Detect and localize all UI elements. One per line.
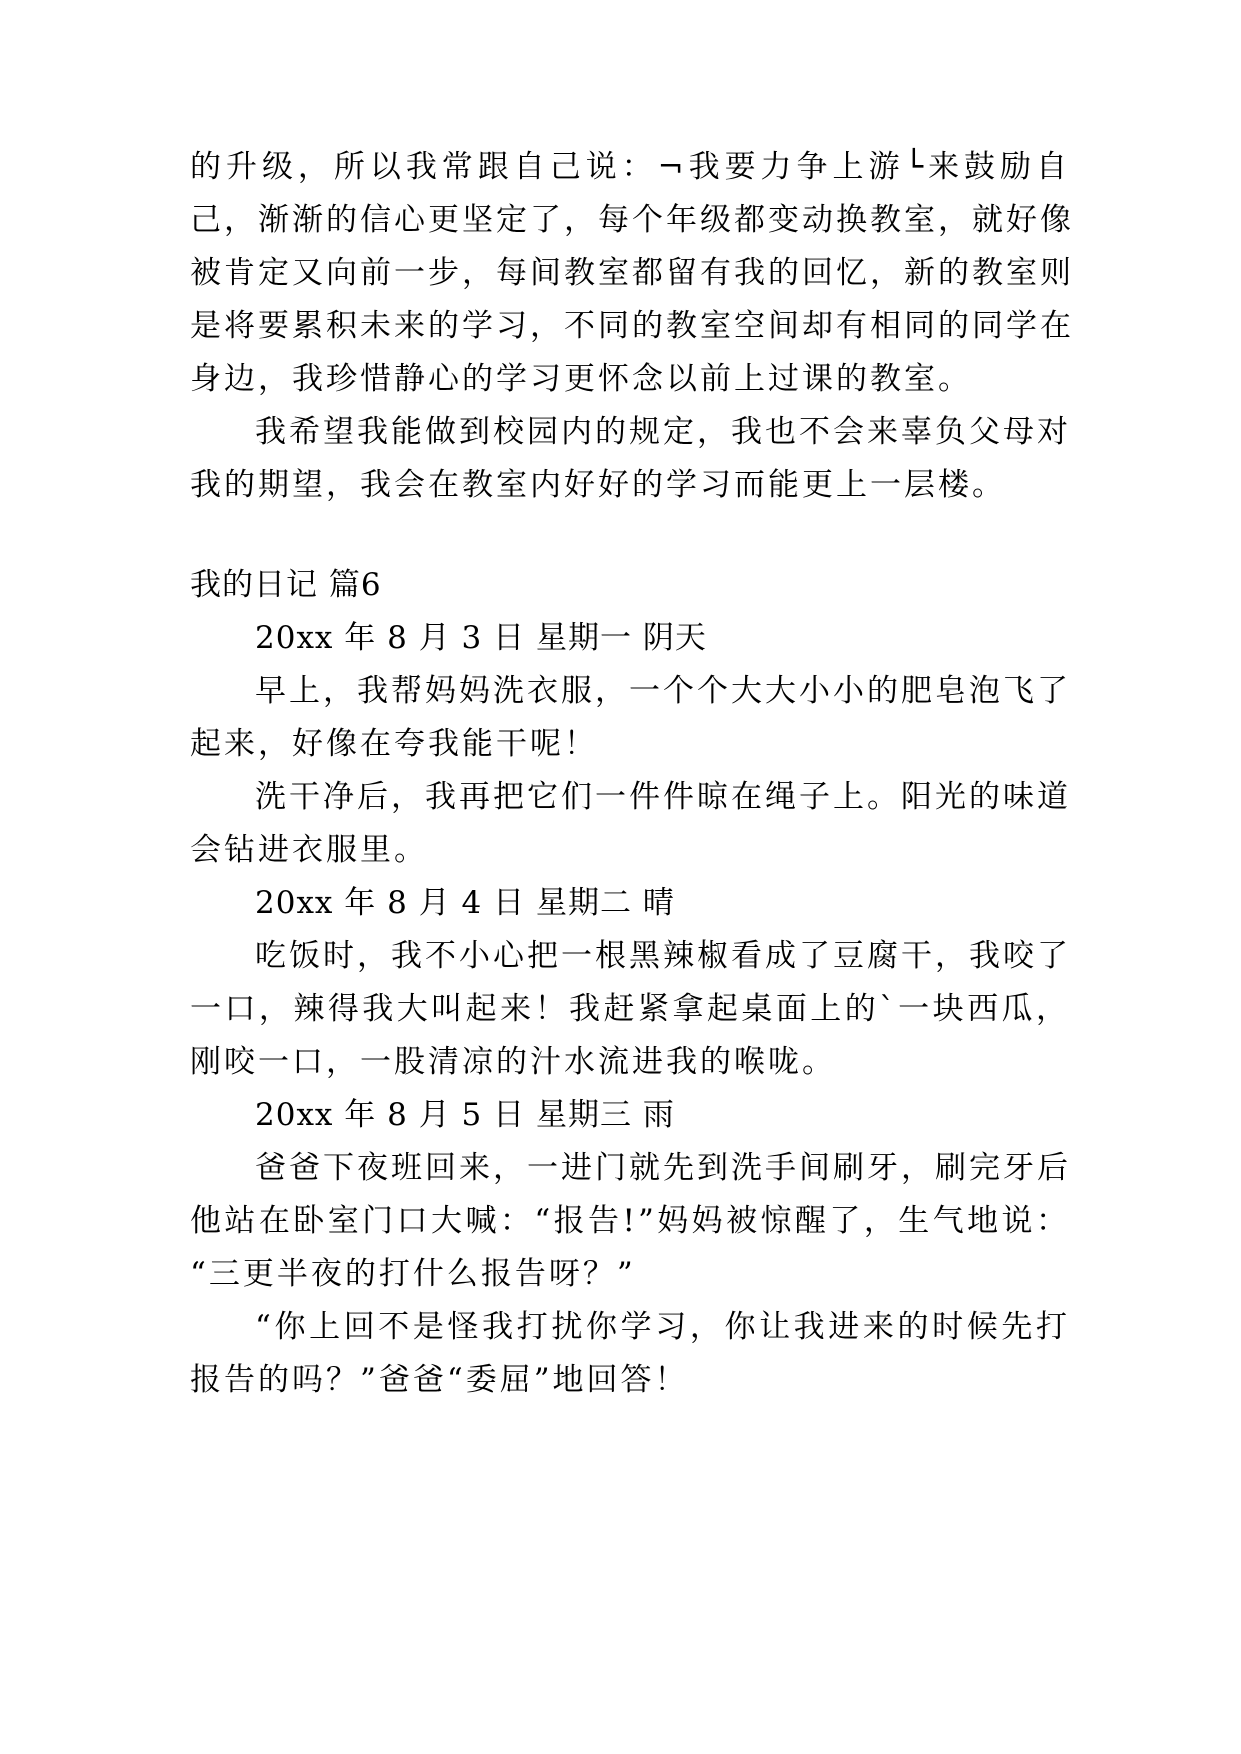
- paragraph-line: “你上回不是怪我打扰你学习，你让我进来的时候先打: [255, 1309, 1070, 1345]
- paragraph-line: 身边，我珍惜静心的学习更怀念以前上过课的教室。: [190, 361, 972, 397]
- entry-date: 20xx 年 8 月 3 日 星期一 阴天: [255, 620, 707, 656]
- paragraph-line: 报告的吗？”爸爸“委屈”地回答！: [190, 1362, 689, 1398]
- entry-date: 20xx 年 8 月 5 日 星期三 雨: [255, 1097, 675, 1133]
- paragraph-line: “三更半夜的打什么报告呀？”: [190, 1256, 636, 1292]
- entry-date: 20xx 年 8 月 4 日 星期二 晴: [255, 885, 675, 921]
- paragraph-line: 他站在卧室门口大喊：“报告!”妈妈被惊醒了，生气地说：: [190, 1203, 1070, 1239]
- section-title: 我的日记 篇6: [190, 567, 382, 603]
- paragraph-line: 早上，我帮妈妈洗衣服，一个个大大小小的肥皂泡飞了: [255, 673, 1071, 709]
- paragraph-line: 会钻进衣服里。: [190, 832, 428, 868]
- paragraph-line: 起来，好像在夸我能干呢！: [190, 726, 598, 762]
- paragraph-line: 是将要累积未来的学习，不同的教室空间却有相同的同学在: [190, 308, 1074, 344]
- paragraph-line: 被肯定又向前一步，每间教室都留有我的回忆，新的教室则: [190, 255, 1074, 291]
- paragraph-line: 己，渐渐的信心更坚定了，每个年级都变动换教室，就好像: [190, 202, 1074, 238]
- paragraph-line: 一口，辣得我大叫起来！我赶紧拿起桌面上的`一块西瓜，: [190, 991, 1070, 1027]
- paragraph-line: 我希望我能做到校园内的规定，我也不会来辜负父母对: [255, 414, 1071, 450]
- paragraph-line: 吃饭时，我不小心把一根黑辣椒看成了豆腐干，我咬了: [255, 938, 1071, 974]
- paragraph-line: 刚咬一口，一股清凉的汁水流进我的喉咙。: [190, 1044, 836, 1080]
- paragraph-line: 我的期望，我会在教室内好好的学习而能更上一层楼。: [190, 467, 1006, 503]
- paragraph-line: 爸爸下夜班回来，一进门就先到洗手间刷牙，刷完牙后: [255, 1150, 1071, 1186]
- paragraph-line: 的升级，所以我常跟自己说：¬我要力争上游└来鼓励自: [190, 149, 1070, 185]
- paragraph-line: 洗干净后，我再把它们一件件晾在绳子上。阳光的味道: [255, 779, 1071, 815]
